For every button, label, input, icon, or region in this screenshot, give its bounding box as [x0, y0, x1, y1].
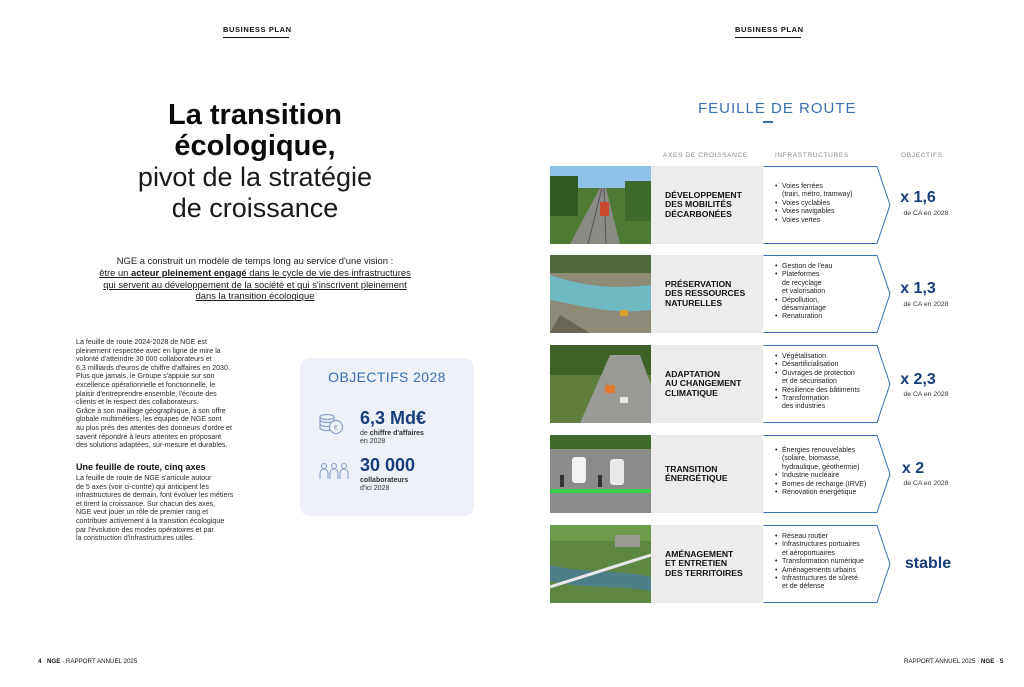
infra-item: • Infrastructures de sûreté	[775, 575, 887, 583]
river-photo	[550, 255, 651, 333]
page-title	[60, 100, 450, 224]
left-footer: 4 · NGE · RAPPORT ANNUEL 2025	[38, 658, 138, 665]
infra-item: • Végétalisation	[775, 353, 885, 361]
infra-item: • Voies navigables	[775, 208, 883, 216]
axis-line: DES TERRITOIRES	[665, 567, 743, 578]
axis-line: DÉVELOPPEMENT	[665, 189, 742, 200]
axis-line: ET ENTRETIEN	[665, 558, 728, 569]
infra-item-continued: et valorisation	[782, 288, 826, 296]
axis-line: ÉNERGÉTIQUE	[665, 473, 728, 483]
infra-item: • Plateformes	[775, 271, 883, 279]
right-footer-report: RAPPORT ANNUEL 2025	[904, 658, 976, 665]
body-line: NGE veut jouer un rôle de premier rang et	[76, 508, 209, 517]
body-line: de 5 axes (voir ci-contre) qui anticipent les	[76, 482, 209, 491]
axis-line: DES RESSOURCES	[665, 288, 746, 299]
left-footer-report: RAPPORT ANNUEL 2025	[65, 658, 138, 665]
axis-label-2	[651, 280, 745, 309]
body-line: pleinement respectée avec en ligne de mire la	[76, 346, 221, 355]
axis-line: DÉCARBONÉES	[665, 208, 732, 219]
column-header-infra: INFRASTRUCTURES	[775, 152, 849, 159]
axis-line: AMÉNAGEMENT	[665, 548, 734, 559]
coins-euro-icon	[318, 413, 344, 435]
infra-item: • Voies ferrées	[775, 183, 883, 191]
title-line-1: La transition	[167, 99, 342, 131]
title-line-4: de croissance	[171, 193, 339, 223]
body-line: La feuille de route de NGE s'articule autour	[76, 474, 212, 482]
body-line: volonté d'atteindre 30 000 collaborateurs et	[76, 355, 212, 364]
roadmap-title-rule	[763, 121, 773, 123]
body-line: et tirent la croissance. Sur chacun des axes,	[76, 499, 216, 508]
infra-list-3	[775, 353, 885, 412]
infra-item-continued: et de sécurisation	[782, 378, 837, 386]
body-line: infrastructures de demain, font évoluer les métiers	[76, 491, 234, 500]
ev-charging-photo	[550, 435, 651, 513]
infra-item: • Désartificialisation	[775, 361, 885, 369]
intro-line-2	[60, 267, 450, 279]
body-line: excellence opérationnelle et fonctionnelle, le	[76, 380, 216, 389]
body-line: plaisir d'entreprendre ensemble, l'écoute des	[76, 389, 217, 398]
body-line: Grâce à son maillage géographique, à son offre	[76, 406, 226, 415]
infra-item: • Résilience des bâtiments	[775, 387, 885, 395]
axis-line: PRÉSERVATION	[665, 278, 732, 289]
intro-text	[60, 255, 450, 302]
intro-line-2a: être un	[99, 266, 131, 278]
infra-item: • Voies vertes	[775, 217, 883, 225]
body-line: la construction d'infrastructures utiles.	[76, 534, 195, 543]
left-header-label: BUSINESS PLAN	[223, 25, 292, 34]
right-footer: RAPPORT ANNUEL 2025 · NGE · 5	[904, 658, 1004, 665]
right-page-number: 5	[999, 658, 1004, 665]
infra-item-continued: des industries	[782, 403, 826, 411]
infra-list-4	[775, 447, 885, 497]
axis-box-1	[651, 166, 763, 244]
body-line: savent répondre à leurs attentes en proposant	[76, 432, 222, 441]
infra-item: • Ouvrages de protection	[775, 370, 885, 378]
body-line: au plus près des attentes des donneurs d'ordre et	[76, 423, 232, 432]
objective-value-2: x 1,3	[900, 280, 936, 297]
infra-item: • Renaturation	[775, 313, 883, 321]
body-paragraph	[76, 338, 266, 450]
infra-item-continued: et de défense	[782, 583, 825, 591]
infra-list-1	[775, 183, 883, 225]
infra-item: • Infrastructures portuaires	[775, 541, 887, 549]
body-line: clients et le respect des collaborateurs.	[76, 398, 199, 407]
infra-item: • Industrie nucléaire	[775, 472, 885, 480]
infra-item: • Énergies renouvelables	[775, 447, 885, 455]
axis-box-3	[651, 345, 763, 423]
axis-line: CLIMATIQUE	[665, 387, 718, 398]
axis-box-2	[651, 255, 763, 333]
infra-item: • Dépollution,	[775, 297, 883, 305]
infra-item-continued: et aéroportuaires	[782, 549, 835, 557]
employees-label	[360, 477, 408, 494]
infra-item-continued: (train, métro, tramway)	[782, 191, 853, 199]
axis-line: AU CHANGEMENT	[665, 378, 742, 389]
left-footer-brand: NGE	[46, 658, 61, 665]
intro-line-2c: dans le cycle de vie des infrastructures	[246, 266, 411, 278]
body-line: 6,3 milliards d'euros de chiffre d'affaires en 2030.	[76, 363, 230, 372]
revenue-label-prefix: de	[360, 430, 370, 437]
infra-item-continued: de recyclage	[782, 279, 822, 287]
axis-box-5	[651, 525, 763, 603]
revenue-label-strong: chiffre d'affaires	[369, 430, 424, 437]
infra-item-continued: hydraulique, géothermie)	[782, 463, 860, 471]
body-line: par l'évolution des modes opératoires et par	[76, 525, 214, 534]
column-header-objectives: OBJECTIFS	[901, 152, 943, 159]
infra-item: • Réseau routier	[775, 533, 887, 541]
right-footer-brand: NGE	[980, 658, 995, 665]
revenue-label-year: en 2028	[360, 438, 386, 446]
intro-line-1: NGE a construit un modèle de temps long au service d'une vision :	[116, 255, 394, 266]
infra-item: • Aménagements urbains	[775, 567, 887, 575]
axis-label-4	[651, 465, 728, 484]
infra-item: • Bornes de recharge (IRVE)	[775, 481, 885, 489]
axis-box-4	[651, 435, 763, 513]
right-header-rule	[735, 37, 801, 38]
objectives-card	[300, 358, 474, 516]
employees-value: 30 000	[360, 455, 416, 475]
railway-photo	[550, 166, 651, 244]
roadmap-title: FEUILLE DE ROUTE	[698, 100, 857, 117]
objective-sub-3: de CA en 2028	[903, 391, 949, 398]
axis-line: TRANSITION	[665, 463, 718, 474]
objective-value-4: x 2	[901, 460, 925, 477]
objective-value-3: x 2,3	[900, 371, 936, 388]
employees-label-year: d'ici 2028	[360, 485, 390, 493]
left-header-rule	[223, 37, 289, 38]
intro-line-3: qui servent au développement de la société et qui s'inscrivent pleinement	[103, 278, 407, 290]
column-header-axes: AXES DE CROISSANCE	[663, 152, 748, 159]
axis-label-5	[651, 550, 743, 579]
svg-text:€: €	[333, 424, 339, 432]
axis-label-1	[651, 191, 742, 220]
infra-item-continued: désamiantage	[782, 305, 826, 313]
body-line: La feuille de route 2024-2028 de NGE est	[76, 338, 207, 346]
title-line-2: écologique,	[174, 130, 336, 162]
intro-line-4: dans la transition écologique	[195, 290, 315, 302]
worksite-photo	[550, 345, 651, 423]
body-line: contribuer activement à la transition écologique	[76, 516, 225, 525]
body-line: des solutions adaptées, sur-mesure et durables.	[76, 441, 228, 450]
infra-list-5	[775, 533, 887, 592]
left-page-number: 4	[38, 658, 42, 665]
infra-item: • Transformation	[775, 395, 885, 403]
infra-item-continued: (solaire, biomasse,	[782, 455, 841, 463]
axis-line: ADAPTATION	[665, 368, 721, 379]
infra-list-2	[775, 263, 883, 322]
right-header-label: BUSINESS PLAN	[735, 25, 804, 34]
body-line: globale multimétiers, les équipes de NGE sont	[76, 415, 222, 424]
objectives-title: OBJECTIFS 2028	[328, 369, 446, 385]
people-group-icon	[318, 461, 350, 483]
employees-label-strong: collaborateurs	[360, 477, 409, 484]
objective-sub-4: de CA en 2028	[903, 480, 949, 487]
objective-sub-2: de CA en 2028	[903, 301, 949, 308]
revenue-label	[360, 430, 424, 447]
infra-item: • Gestion de l'eau	[775, 263, 883, 271]
bridge-photo	[550, 525, 651, 603]
axis-label-3	[651, 370, 741, 399]
infra-item: • Rénovation énergétique	[775, 489, 885, 497]
axis-line: DES MOBILITÉS	[665, 199, 732, 210]
body-paragraph-2	[76, 474, 266, 543]
revenue-value: 6,3 Md€	[360, 408, 427, 428]
intro-emphasis: acteur pleinement engagé	[130, 266, 247, 278]
infra-item: • Transformation numérique	[775, 558, 887, 566]
body-line: Plus que jamais, le Groupe s'appuie sur son	[76, 372, 215, 381]
axis-line: NATURELLES	[665, 297, 723, 308]
title-line-3: pivot de la stratégie	[137, 162, 373, 192]
objective-sub-1: de CA en 2028	[903, 210, 949, 217]
objective-value-5: stable	[904, 555, 952, 572]
section-subheading: Une feuille de route, cinq axes	[76, 462, 206, 472]
infra-item: • Voies cyclables	[775, 200, 883, 208]
objective-value-1: x 1,6	[900, 189, 936, 206]
